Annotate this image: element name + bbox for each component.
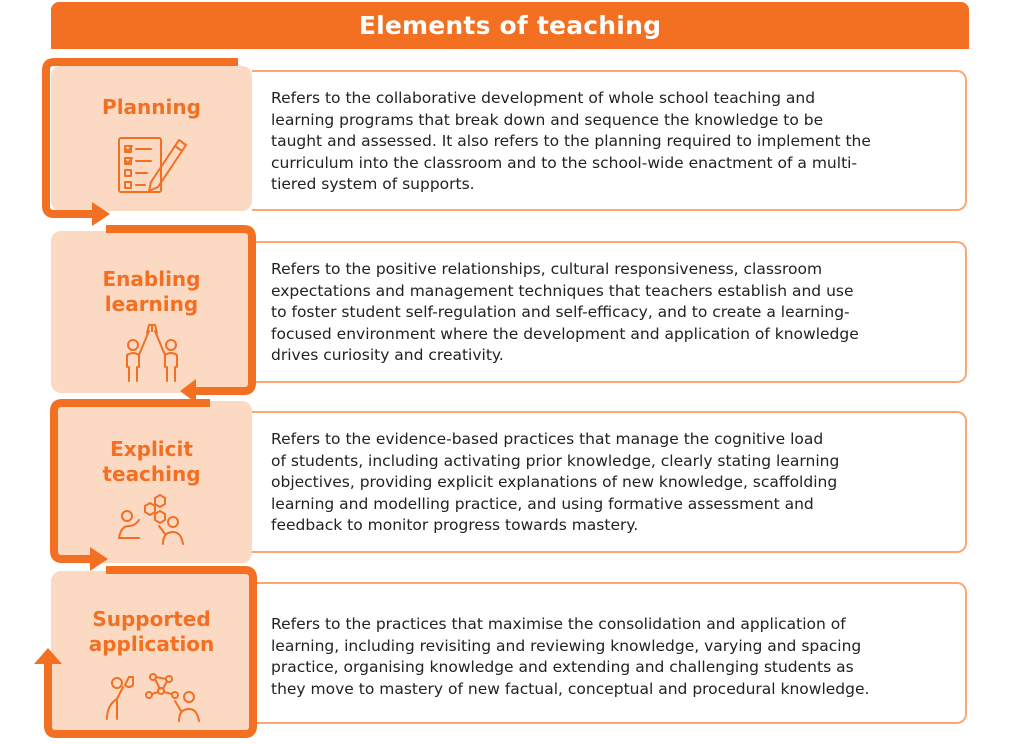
element-label-text: Enabling learning [102, 267, 201, 316]
description-text: Refers to the positive relationships, cultural responsiveness, classroom expectations and management techniques that teachers establish and use to foster student self-regulation and self-efficacy, and to create a learning- focused environment where the development and application of knowledge drives curiosity and creativity. [271, 260, 859, 364]
description-text: Refers to the evidence-based practices that manage the cognitive load of students, including activating prior knowledge, clearly stating learning objectives, providing explicit explanations of new knowledge, scaffolding learning and modelling practice, and using formative assessment and feedback to monitor progress towards mastery. [271, 430, 840, 534]
flow-arrow-3 [54, 403, 210, 559]
element-label-text: Planning [102, 95, 201, 119]
flow-arrow-4 [48, 570, 253, 734]
element-label-text: Supported application [88, 607, 215, 656]
description-text: Refers to the practices that maximise the consolidation and application of learning, including revisiting and reviewing knowledge, varying and spacing practice, organising knowledge and extending and challenging students as they move to mastery of new factual, conceptual and procedural knowledge. [271, 615, 870, 698]
flow-arrow-2 [106, 229, 252, 391]
flow-arrow-1 [46, 62, 238, 214]
description-text: Refers to the collaborative development of whole school teaching and learning programs that break down and sequence the knowledge to be taught and assessed. It also refers to the planning required to implement the curriculum into the classroom and to the school-wide enactment of a multi- tiered system of supports. [271, 89, 871, 193]
arrowhead-4 [34, 648, 62, 664]
element-label-text: Explicit teaching [102, 437, 201, 486]
arrowhead-3 [90, 547, 108, 571]
arrowhead-1 [92, 202, 110, 226]
diagram-title: Elements of teaching [358, 11, 662, 40]
